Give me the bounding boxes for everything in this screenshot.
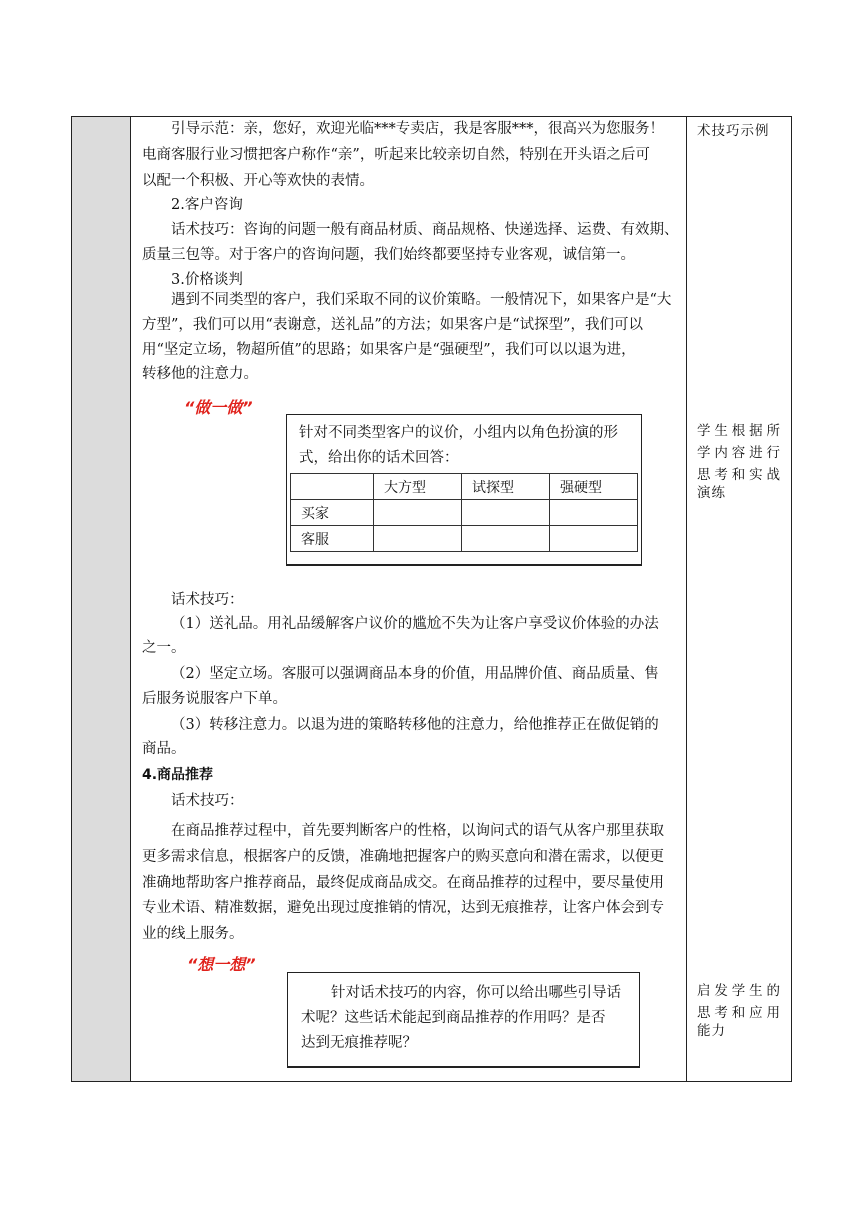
text-line: 引导示范：亲，您好，欢迎光临***专卖店，我是客服***，很高兴为您服务！ — [171, 121, 664, 137]
table-header-cell: 大方型 — [374, 474, 462, 500]
row-label: 客服 — [291, 526, 374, 552]
activity-prompt: 针对话术技巧的内容，你可以给出哪些引导话 — [331, 985, 621, 1001]
text-line: 电商客服行业习惯把客户称作“亲”，听起来比较亲切自然，特别在开头语之后可 — [142, 147, 650, 163]
text-line: 话术技巧： — [171, 592, 244, 608]
table-header-cell: 试探型 — [462, 474, 550, 500]
activity-heading-do: “做一做” — [184, 398, 253, 417]
answer-cell[interactable] — [374, 500, 462, 526]
text-line: 用“坚定立场，物超所值”的思路；如果客户是“强硬型”，我们可以以退为进， — [142, 342, 636, 358]
note-line: 思考和应用 — [697, 1005, 781, 1021]
table-header-cell — [291, 474, 374, 500]
table-header-cell: 强硬型 — [550, 474, 638, 500]
activity-prompt: 达到无痕推荐呢？ — [301, 1035, 417, 1051]
right-column-divider — [686, 117, 687, 1081]
note-line: 演练 — [697, 485, 726, 501]
text-line: 准确地帮助客户推荐商品，最终促成商品成交。在商品推荐的过程中，要尽量使用 — [142, 875, 664, 891]
section-title-4: 4.商品推荐 — [142, 767, 214, 783]
note-line: 学内容进行 — [697, 445, 781, 461]
section-title: 2.客户咨询 — [171, 197, 243, 213]
text-line: 后服务说服客户下单。 — [142, 691, 287, 707]
answer-cell[interactable] — [374, 526, 462, 552]
answer-cell[interactable] — [550, 526, 638, 552]
text-line: 更多需求信息，根据客户的反馈，准确地把握客户的购买意向和潜在需求，以便更 — [142, 849, 664, 865]
answer-cell[interactable] — [462, 526, 550, 552]
section-title: 3.价格谈判 — [171, 272, 243, 288]
text-line: 之一。 — [142, 640, 186, 656]
activity-prompt: 针对不同类型客户的议价，小组内以角色扮演的形 — [299, 425, 618, 441]
row-label: 买家 — [291, 500, 374, 526]
answer-cell[interactable] — [550, 500, 638, 526]
table-header-row — [291, 474, 638, 500]
table-row — [291, 526, 638, 552]
roleplay-table — [290, 473, 638, 552]
note-line: 思考和实战 — [697, 467, 781, 483]
text-line: 方型”，我们可以用“表谢意，送礼品”的方法；如果客户是“试探型”，我们可以 — [142, 317, 644, 333]
text-line: 以配一个积极、开心等欢快的表情。 — [142, 173, 374, 189]
text-line: （3）转移注意力。以退为进的策略转移他的注意力，给他推荐正在做促销的 — [171, 717, 659, 733]
text-line: 转移他的注意力。 — [142, 366, 258, 382]
table-row — [291, 500, 638, 526]
text-line: 专业术语、精准数据，避免出现过度推销的情况，达到无痕推荐，让客户体会到专 — [142, 900, 664, 916]
text-line: 业的线上服务。 — [142, 926, 244, 942]
note-line: 学生根据所 — [697, 423, 781, 439]
text-line: 话术技巧：咨询的问题一般有商品材质、商品规格、快递选择、运费、有效期、 — [171, 222, 679, 238]
text-line: 在商品推荐过程中，首先要判断客户的性格，以询问式的语气从客户那里获取 — [171, 823, 664, 839]
note-line: 能力 — [697, 1023, 726, 1039]
answer-cell[interactable] — [462, 500, 550, 526]
text-line: 商品。 — [142, 741, 186, 757]
text-line: 质量三包等。对于客户的咨询问题，我们始终都要坚持专业客观，诚信第一。 — [142, 247, 635, 263]
note-techniques-example: 术技巧示例 — [697, 123, 770, 139]
activity-box-think — [287, 972, 640, 1068]
left-gray-column — [72, 117, 131, 1081]
text-line: （1）送礼品。用礼品缓解客户议价的尴尬不失为让客户享受议价体验的办法 — [171, 616, 659, 632]
activity-box-roleplay — [286, 414, 642, 566]
activity-prompt: 式，给出你的话术回答： — [299, 450, 459, 466]
text-line: （2）坚定立场。客服可以强调商品本身的价值，用品牌价值、商品质量、售 — [171, 666, 659, 682]
activity-prompt: 术呢？这些话术能起到商品推荐的作用吗？是否 — [301, 1010, 606, 1026]
text-line: 话术技巧： — [171, 793, 244, 809]
text-line: 遇到不同类型的客户，我们采取不同的议价策略。一般情况下，如果客户是“大 — [171, 292, 672, 308]
activity-heading-think: “想一想” — [187, 955, 256, 974]
note-line: 启发学生的 — [697, 983, 781, 999]
